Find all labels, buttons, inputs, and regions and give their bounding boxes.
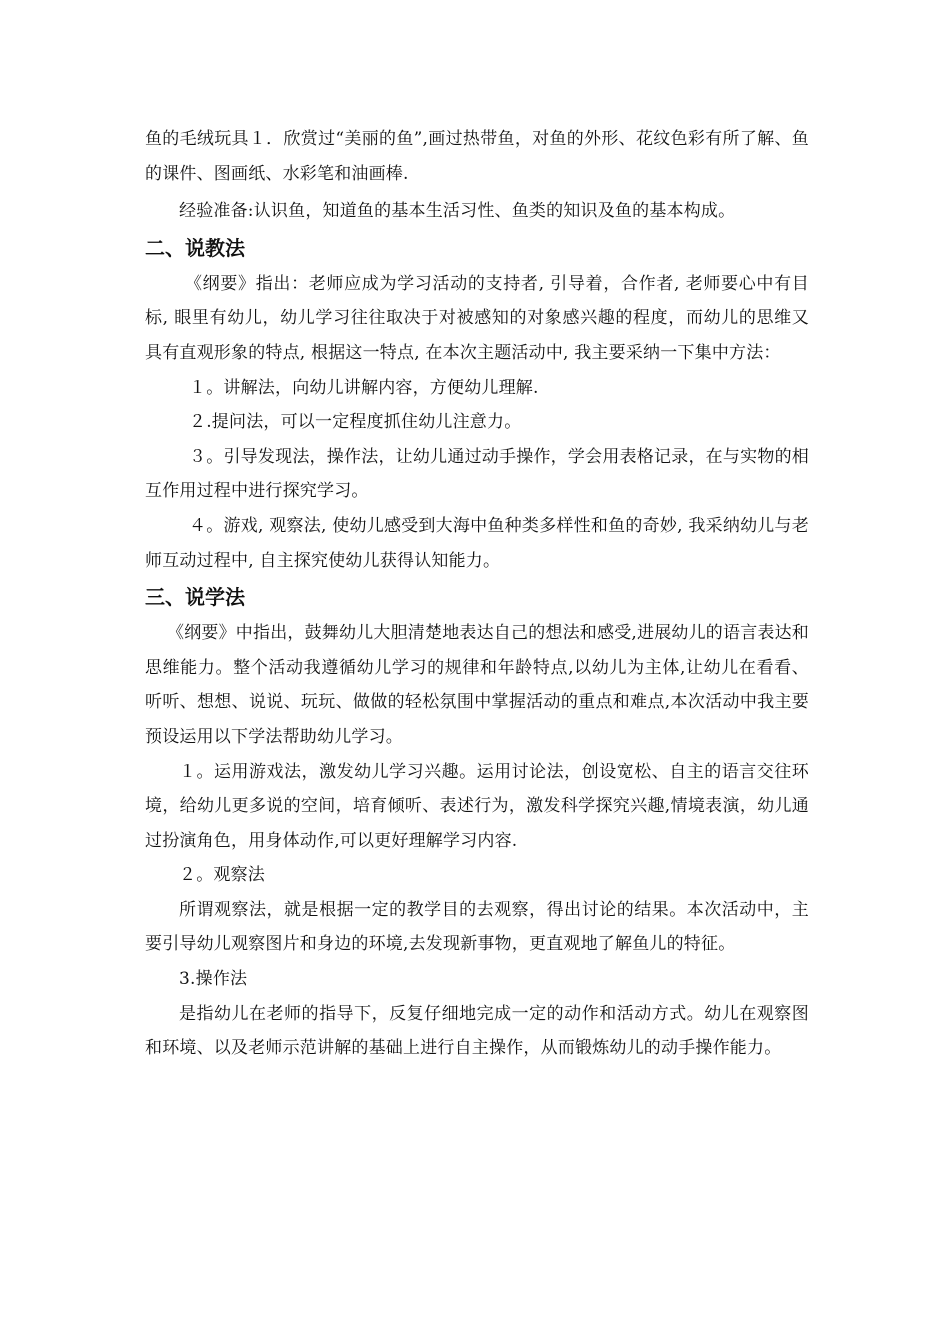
subheading-observation: ２。观察法	[179, 865, 265, 886]
list-item-teaching-2: ２.提问法，可以一定程度抓住幼儿注意力。	[189, 412, 522, 433]
list-item-learning-1: １。运用游戏法，激发幼儿学习兴趣。运用讨论法，创设宽松、自主的语言交往环境，给幼儿更多说的空间，培育倾听、表述行为，激发科学探究兴趣,情境表演，幼儿通过扮演角色，用身体动作,可以更好理解学习内容.	[145, 761, 809, 851]
paragraph-materials: 鱼的毛绒玩具１．欣赏过“美丽的鱼”,画过热带鱼，对鱼的外形、花纹色彩有所了解、鱼的课件、图画纸、水彩笔和油画棒.	[145, 129, 809, 184]
list-item-teaching-1: １。讲解法，向幼儿讲解内容，方便幼儿理解.	[189, 377, 539, 398]
paragraph-learning-intro: 《纲要》中指出，鼓舞幼儿大胆清楚地表达自己的想法和感受,进展幼儿的语言表达和思维能力。整个活动我遵循幼儿学习的规律和年龄特点,以幼儿为主体,让幼儿在看看、听听、想想、说说、玩玩、做做的轻松氛围中掌握活动的重点和难点,本次活动中我主要预设运用以下学法帮助幼儿学习。	[145, 623, 810, 747]
paragraph-experience: 经验准备:认识鱼，知道鱼的基本生活习性、鱼类的知识及鱼的基本构成。	[179, 201, 736, 222]
section-heading-learning-method: 三、说学法	[145, 585, 245, 610]
list-item-teaching-3: ３。引导发现法，操作法，让幼儿通过动手操作，学会用表格记录，在与实物的相互作用过程中进行探究学习。	[145, 446, 809, 502]
document-body	[145, 122, 809, 1066]
subheading-operation: 3.操作法	[179, 969, 248, 990]
section-heading-teaching-method: 二、说教法	[145, 235, 245, 260]
paragraph-operation: 是指幼儿在老师的指导下，反复仔细地完成一定的动作和活动方式。幼儿在观察图和环境、以及老师示范讲解的基础上进行自主操作，从而锻炼幼儿的动手操作能力。	[145, 1003, 809, 1059]
list-item-teaching-4: ４。游戏, 观察法, 使幼儿感受到大海中鱼种类多样性和鱼的奇妙, 我采纳幼儿与老师互动过程中, 自主探究使幼儿获得认知能力。	[145, 515, 809, 571]
paragraph-observation: 所谓观察法，就是根据一定的教学目的去观察，得出讨论的结果。本次活动中，主要引导幼儿观察图片和身边的环境,去发现新事物，更直观地了解鱼儿的特征。	[145, 899, 809, 955]
paragraph-teaching-intro: 《纲要》指出：老师应成为学习活动的支持者, 引导着，合作者, 老师要心中有目标, 眼里有幼儿，幼儿学习往往取决于对被感知的对象感兴趣的程度，而幼儿的思维又具有直观形象的特点, 根据这一特点, 在本次主题活动中, 我主要采纳一下集中方法：	[145, 273, 809, 363]
